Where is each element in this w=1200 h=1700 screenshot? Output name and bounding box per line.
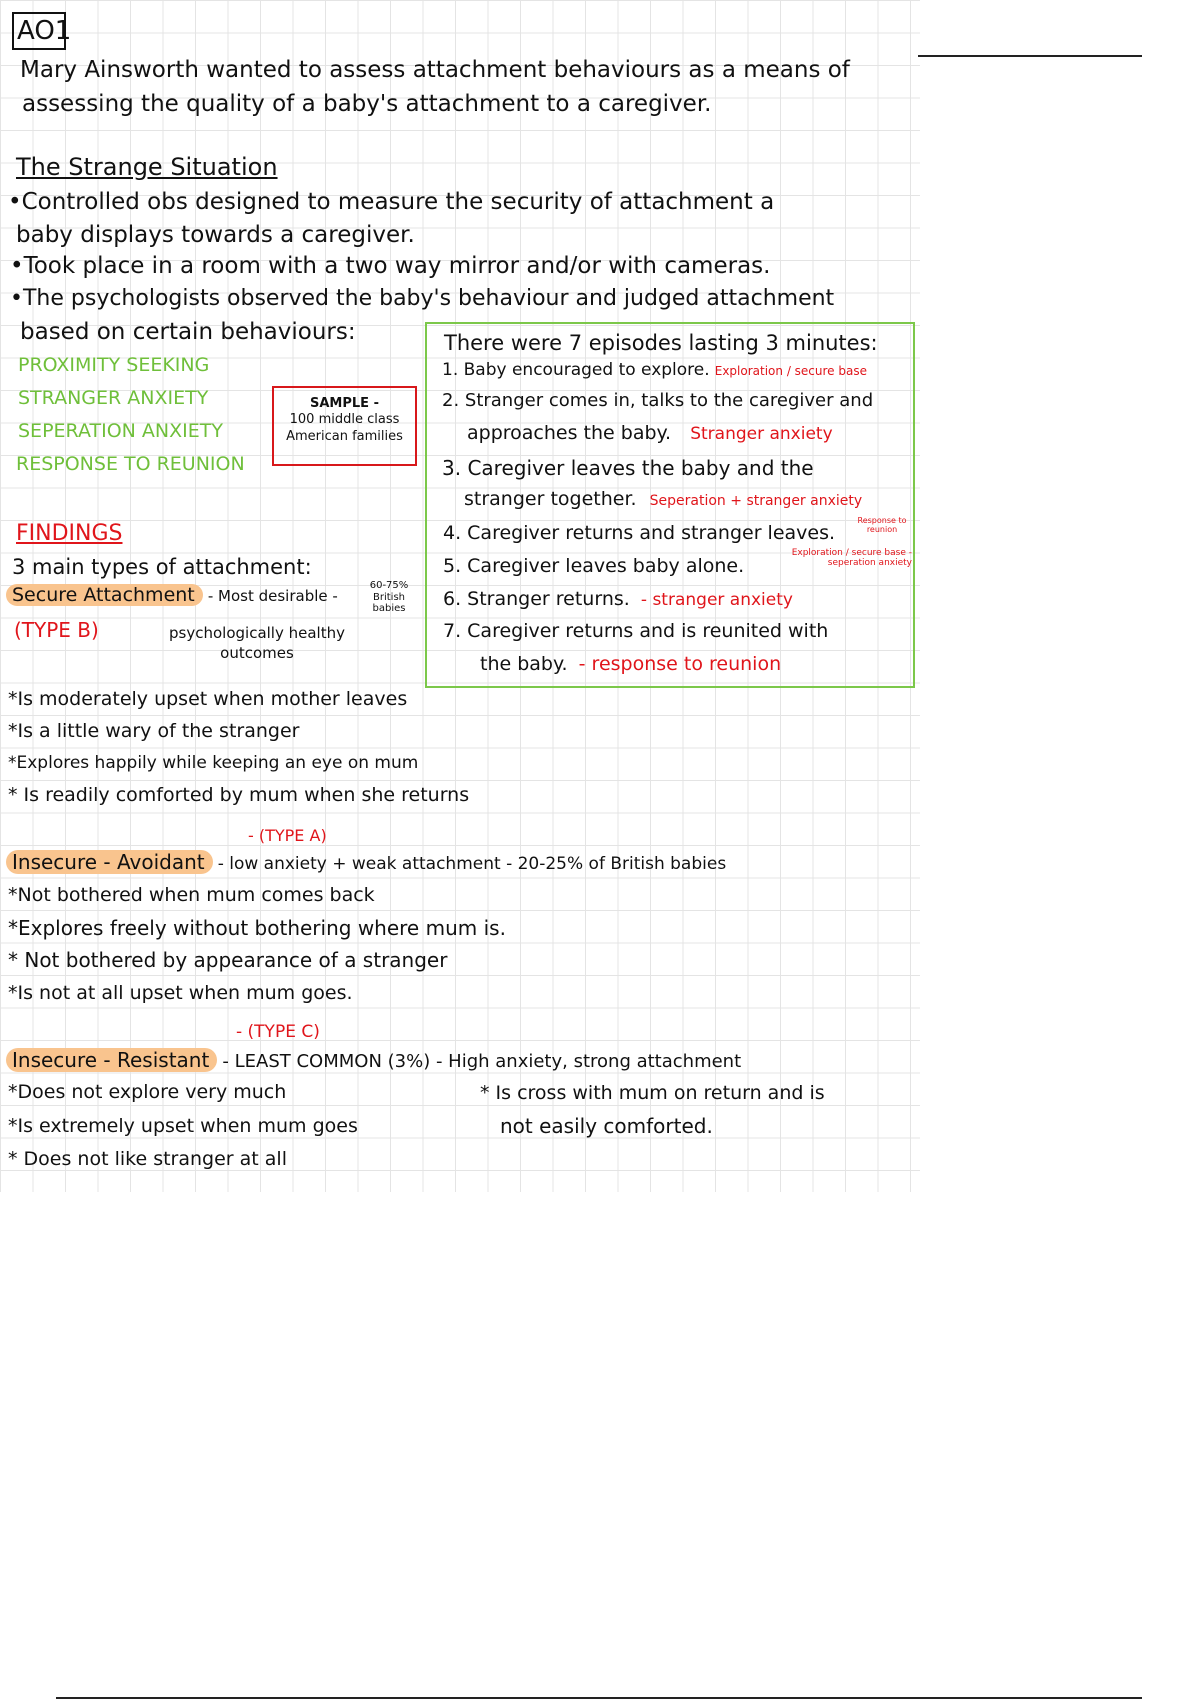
avoidant-point-3: * Not bothered by appearance of a stranger [8, 948, 448, 972]
behaviour-3: SEPERATION ANXIETY [18, 420, 223, 442]
secure-row [6, 586, 338, 606]
strange-line-1: •Controlled obs designed to measure the security of attachment a [8, 189, 775, 215]
avoidant-desc: - low anxiety + weak attachment - 20-25% of British babies [217, 854, 727, 874]
avoidant-row [6, 852, 726, 874]
bottom-rule [56, 1697, 1142, 1699]
episode-3-text: 3. Caregiver leaves the baby and the [442, 456, 814, 480]
sample-population: American families [286, 428, 403, 444]
resistant-point-1: *Does not explore very much [8, 1081, 287, 1103]
episode-4-note: Response to reunion [857, 516, 907, 534]
episode-1-text: 1. Baby encouraged to explore. [442, 360, 710, 380]
strange-line-3: •Took place in a room with a two way mirror and/or with cameras. [10, 253, 771, 279]
avoidant-type: - (TYPE A) [248, 826, 327, 845]
episode-2-cont-text: approaches the baby. [467, 422, 672, 444]
episode-7 [443, 622, 828, 642]
secure-point-2: *Is a little wary of the stranger [8, 720, 300, 742]
episode-5-note: Exploration / secure base - seperation anxiety [791, 548, 912, 568]
episode-7-cont [480, 655, 781, 675]
secure-percentage: 60-75% British babies [369, 580, 409, 614]
intro-line-2: assessing the quality of a baby's attachment to a caregiver. [22, 91, 712, 117]
behaviour-4: RESPONSE TO REUNION [16, 453, 245, 475]
episode-2-cont [467, 424, 833, 444]
episode-7-note: - response to reunion [578, 653, 782, 675]
secure-point-4: * Is readily comforted by mum when she returns [8, 784, 470, 806]
resistant-right-1: * Is cross with mum on return and is [480, 1082, 825, 1104]
insecure-avoidant-label: Insecure - Avoidant [6, 850, 213, 874]
findings-subtitle: 3 main types of attachment: [12, 555, 312, 579]
episode-4-text: 4. Caregiver returns and stranger leaves. [443, 522, 836, 544]
secure-outcome: psychologically healthy outcomes [169, 624, 345, 662]
behaviour-2: STRANGER ANXIETY [18, 387, 209, 409]
episode-1 [442, 362, 867, 380]
episode-4 [443, 524, 835, 544]
insecure-resistant-label: Insecure - Resistant [6, 1048, 217, 1072]
secure-point-3: *Explores happily while keeping an eye on mum [8, 753, 419, 773]
secure-point-1: *Is moderately upset when mother leaves [8, 688, 408, 710]
sample-size: 100 middle class [289, 412, 400, 428]
resistant-point-3: * Does not like stranger at all [8, 1148, 287, 1170]
strange-line-5: based on certain behaviours: [20, 319, 356, 345]
avoidant-point-1: *Not bothered when mum comes back [8, 884, 375, 906]
episode-2-text: 2. Stranger comes in, talks to the caregiver and [442, 390, 874, 411]
secure-attachment-label: Secure Attachment [6, 584, 203, 606]
resistant-row [6, 1050, 741, 1072]
episode-2 [442, 392, 873, 411]
episode-7-text: 7. Caregiver returns and is reunited with [443, 620, 829, 642]
episode-6 [443, 590, 793, 610]
episode-5 [443, 557, 744, 577]
episode-3-cont [464, 490, 862, 510]
episode-2-note: Stranger anxiety [690, 424, 833, 444]
episode-1-note: Exploration / secure base [714, 364, 867, 378]
secure-desc: - Most desirable - [207, 587, 338, 605]
resistant-desc: - LEAST COMMON (3%) - High anxiety, strong attachment [222, 1051, 742, 1072]
episode-6-text: 6. Stranger returns. [443, 588, 630, 610]
resistant-type: - (TYPE C) [236, 1022, 320, 1042]
sample-box [272, 386, 417, 466]
resistant-right-2: not easily comforted. [500, 1114, 713, 1138]
strange-line-2: baby displays towards a caregiver. [16, 222, 415, 248]
avoidant-point-4: *Is not at all upset when mum goes. [8, 982, 353, 1004]
episode-5-text: 5. Caregiver leaves baby alone. [443, 555, 745, 577]
avoidant-point-2: *Explores freely without bothering where mum is. [8, 916, 506, 940]
episode-3 [442, 458, 814, 479]
episode-7-cont-text: the baby. [480, 653, 568, 675]
intro-line-1: Mary Ainsworth wanted to assess attachment behaviours as a means of [20, 57, 850, 83]
episode-6-note: - stranger anxiety [640, 590, 793, 610]
strange-line-4: •The psychologists observed the baby's behaviour and judged attachment [10, 286, 835, 311]
episode-3-cont-text: stranger together. [464, 488, 637, 510]
findings-title: FINDINGS [16, 521, 123, 546]
episodes-heading: There were 7 episodes lasting 3 minutes: [444, 331, 878, 355]
page-heading: AO1 [17, 16, 72, 46]
resistant-point-2: *Is extremely upset when mum goes [8, 1115, 358, 1137]
section-title-strange-situation: The Strange Situation [16, 153, 278, 181]
behaviour-1: PROXIMITY SEEKING [18, 354, 210, 376]
episode-3-note: Seperation + stranger anxiety [649, 493, 863, 509]
sample-label: SAMPLE - [310, 396, 379, 411]
secure-type: (TYPE B) [14, 618, 99, 642]
top-rule [918, 55, 1142, 57]
